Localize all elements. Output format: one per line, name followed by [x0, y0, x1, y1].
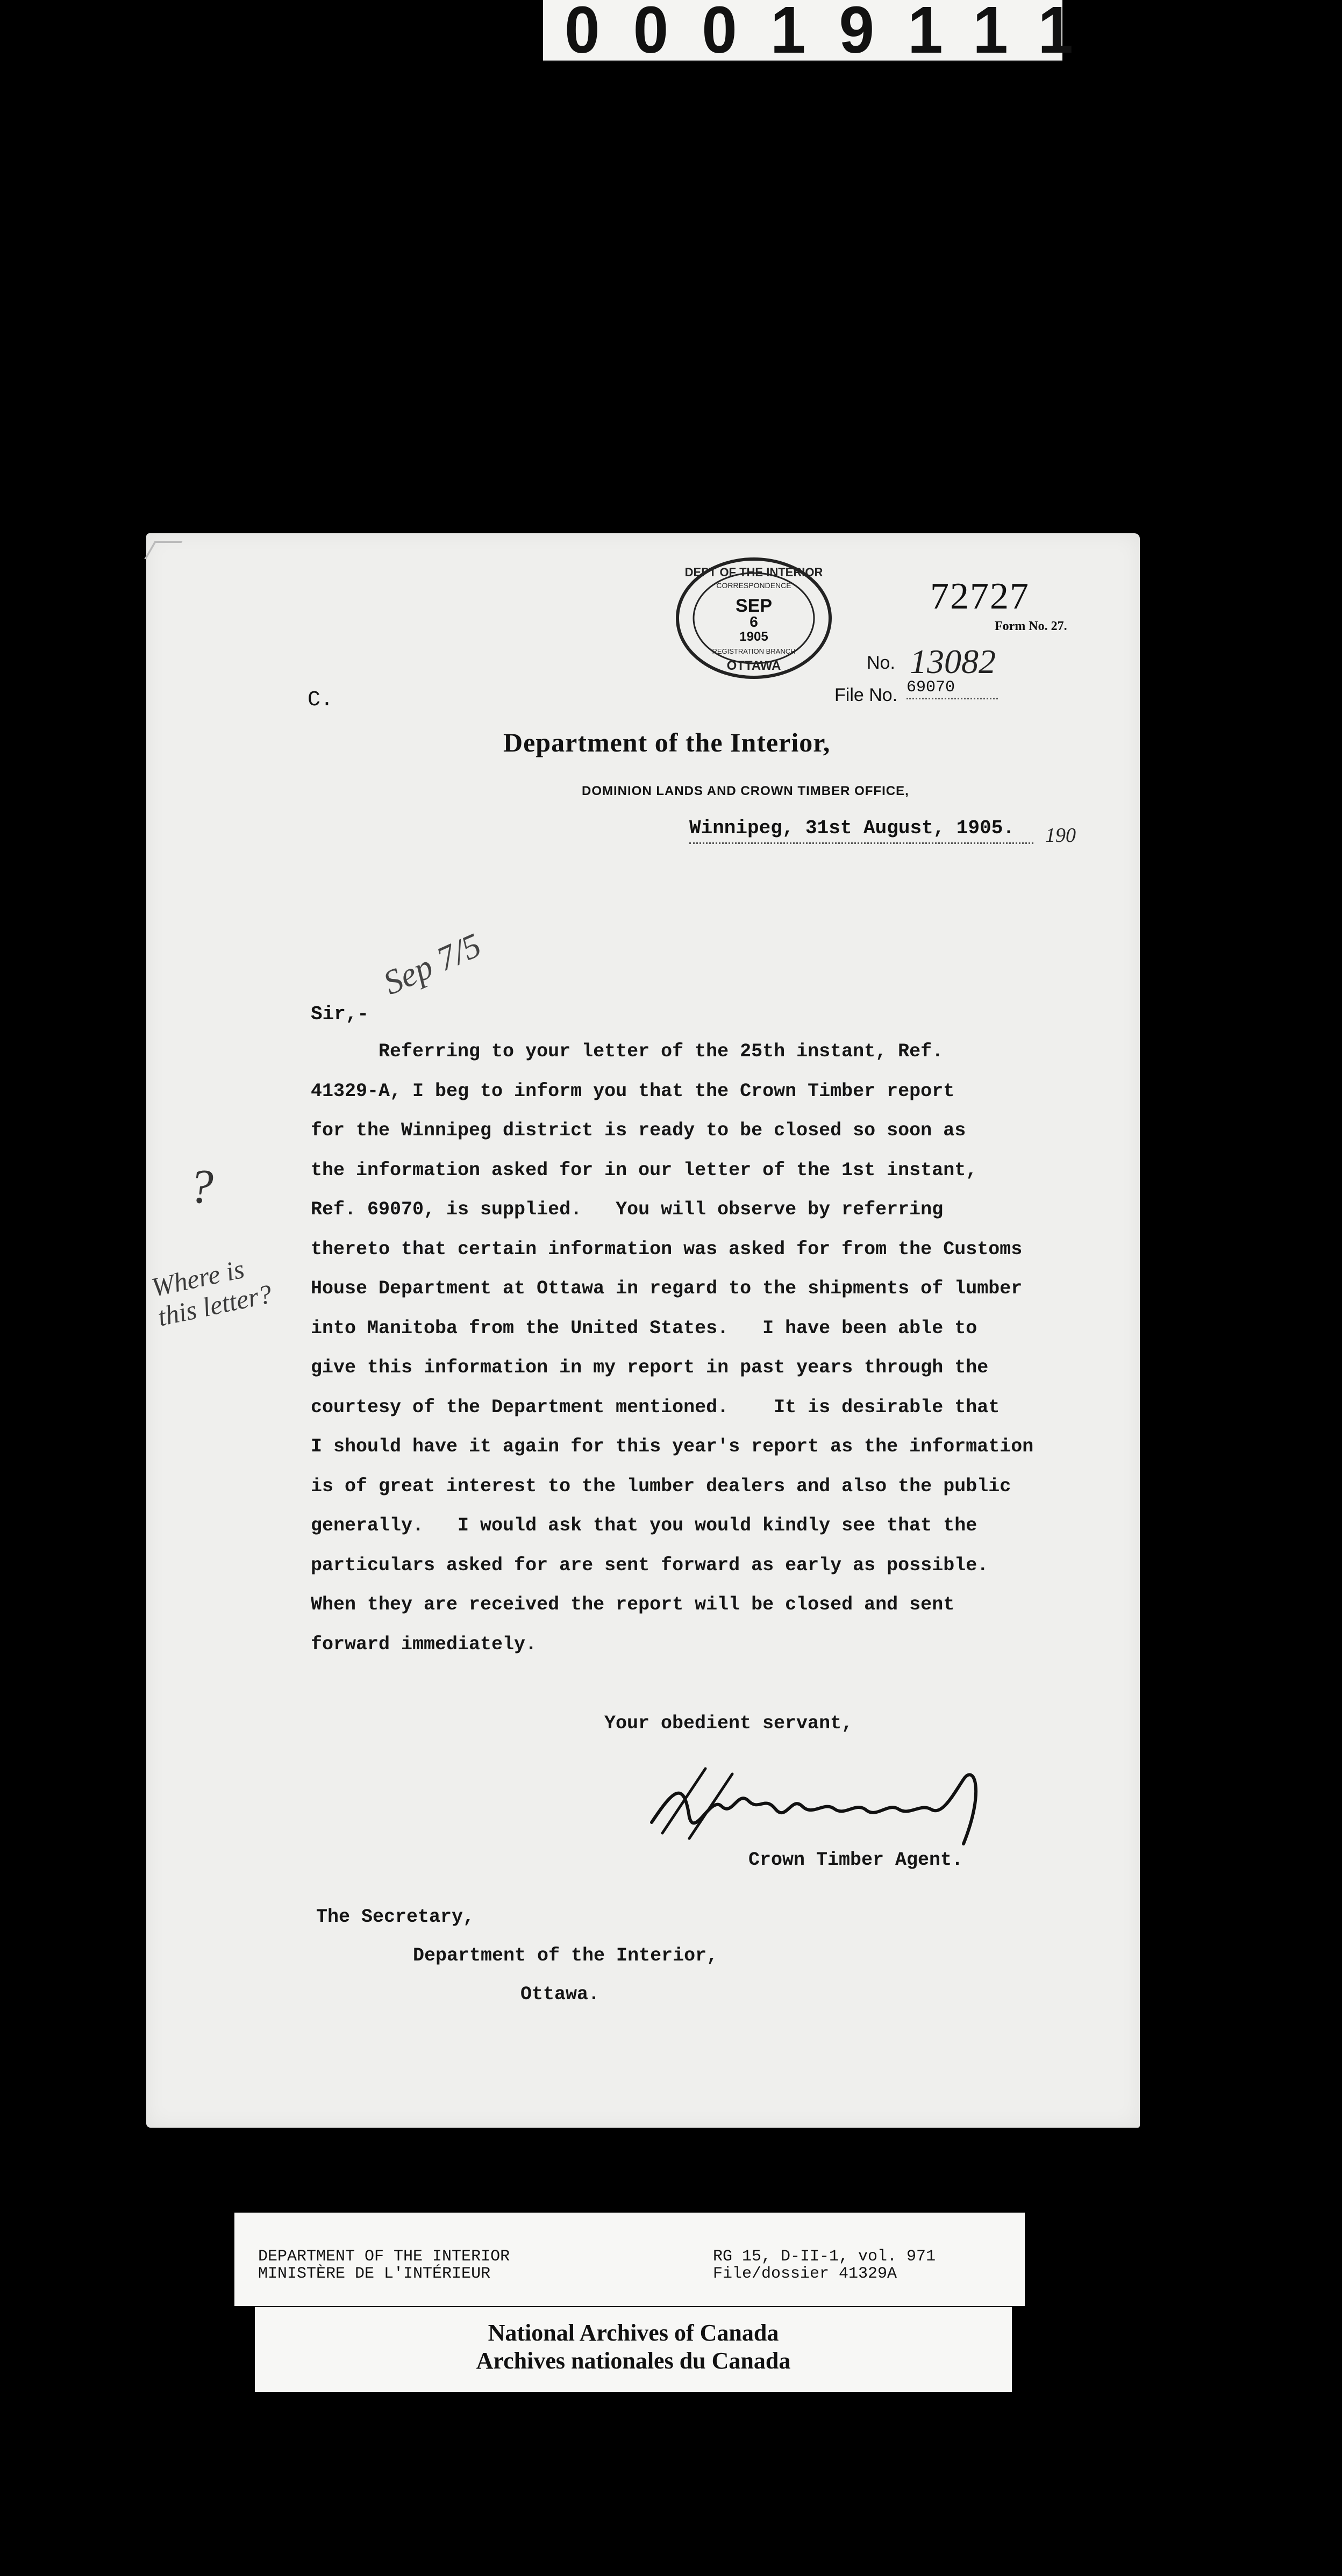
address-line: The Secretary,	[316, 1906, 475, 1928]
stamp-month: SEP	[735, 596, 773, 616]
file-reference: File/dossier 41329A	[713, 2265, 897, 2283]
complimentary-close: Your obedient servant,	[604, 1713, 853, 1734]
received-stamp	[673, 555, 834, 682]
number-value: 13082	[910, 642, 996, 681]
form-label: Form No. 27.	[995, 619, 1067, 633]
copy-mark: C.	[308, 688, 334, 712]
file-label: File No.	[834, 685, 898, 705]
folded-corner	[144, 541, 183, 559]
record-group: RG 15, D-II-1, vol. 971	[713, 2248, 936, 2266]
date-printed-suffix: 190	[1045, 824, 1076, 847]
file-number: 69070	[906, 678, 998, 699]
form-number: 72727	[930, 576, 1030, 617]
body-line: for the Winnipeg district is ready to be closed so soon as	[311, 1120, 966, 1141]
archives-name-fr: Archives nationales du Canada	[476, 2348, 791, 2374]
number-label: No.	[867, 653, 895, 673]
stamp-line1: DEPT OF THE INTERIOR	[684, 566, 823, 579]
recipient-address	[316, 1898, 718, 2014]
film-frame-label	[543, 0, 1107, 68]
department-names	[258, 2248, 510, 2282]
body-line: generally. I would ask that you would kindly see that the	[311, 1515, 977, 1536]
letterhead-office: DOMINION LANDS AND CROWN TIMBER OFFICE,	[582, 784, 909, 798]
frame-number: 00019111	[565, 0, 1107, 68]
body-line: is of great interest to the lumber dealers and also the public	[311, 1475, 1011, 1497]
body-line: give this information in my report in past years through the	[311, 1357, 989, 1378]
archives-name-en: National Archives of Canada	[488, 2320, 779, 2346]
body-line: Ref. 69070, is supplied. You will observe by referring	[311, 1199, 944, 1220]
letter-date: Winnipeg, 31st August, 1905.	[689, 817, 1033, 844]
letterhead-title: Department of the Interior,	[503, 727, 831, 757]
body-line: Referring to your letter of the 25th instant, Ref.	[311, 1041, 944, 1062]
body-line: House Department at Ottawa in regard to the shipments of lumber	[311, 1278, 1023, 1299]
department-fr: MINISTÈRE DE L'INTÉRIEUR	[258, 2265, 491, 2283]
stamp-city: OTTAWA	[726, 659, 781, 673]
stamp-line2: CORRESPONDENCE	[716, 581, 791, 590]
body-line: I should have it again for this year's report as the information	[311, 1436, 1034, 1457]
stamp-year: 1905	[739, 629, 768, 644]
body-line: into Manitoba from the United States. I have been able to	[311, 1317, 977, 1339]
stamp-day: 6	[749, 613, 758, 630]
body-line: 41329-A, I beg to inform you that the Crown Timber report	[311, 1080, 955, 1102]
archive-reference-card	[234, 2213, 1025, 2306]
letter-body	[311, 1032, 1101, 1664]
handwritten-received-note: Sep 7/5	[377, 925, 487, 1003]
body-line: courtesy of the Department mentioned. It is desirable that	[311, 1396, 1000, 1418]
body-line: forward immediately.	[311, 1633, 537, 1655]
body-line: thereto that certain information was asked for from the Customs	[311, 1238, 1023, 1260]
address-line: Department of the Interior,	[413, 1945, 718, 1966]
body-line: the information asked for in our letter of the 1st instant,	[311, 1159, 977, 1181]
letter-page	[146, 533, 1140, 2128]
body-line: particulars asked for are sent forward as early as possible.	[311, 1554, 989, 1576]
record-references	[713, 2248, 936, 2282]
handwritten-question-mark: ?	[189, 1160, 213, 1213]
department-en: DEPARTMENT OF THE INTERIOR	[258, 2248, 510, 2266]
signatory-title: Crown Timber Agent.	[748, 1849, 963, 1871]
body-line: When they are received the report will be closed and sent	[311, 1594, 955, 1615]
salutation: Sir,-	[311, 1003, 369, 1025]
stamp-line3: REGISTRATION BRANCH	[712, 647, 796, 655]
handwritten-margin-note: Where is this letter?	[148, 1253, 275, 1332]
address-line: Ottawa.	[520, 1984, 600, 2005]
archives-credit-card	[255, 2307, 1012, 2392]
